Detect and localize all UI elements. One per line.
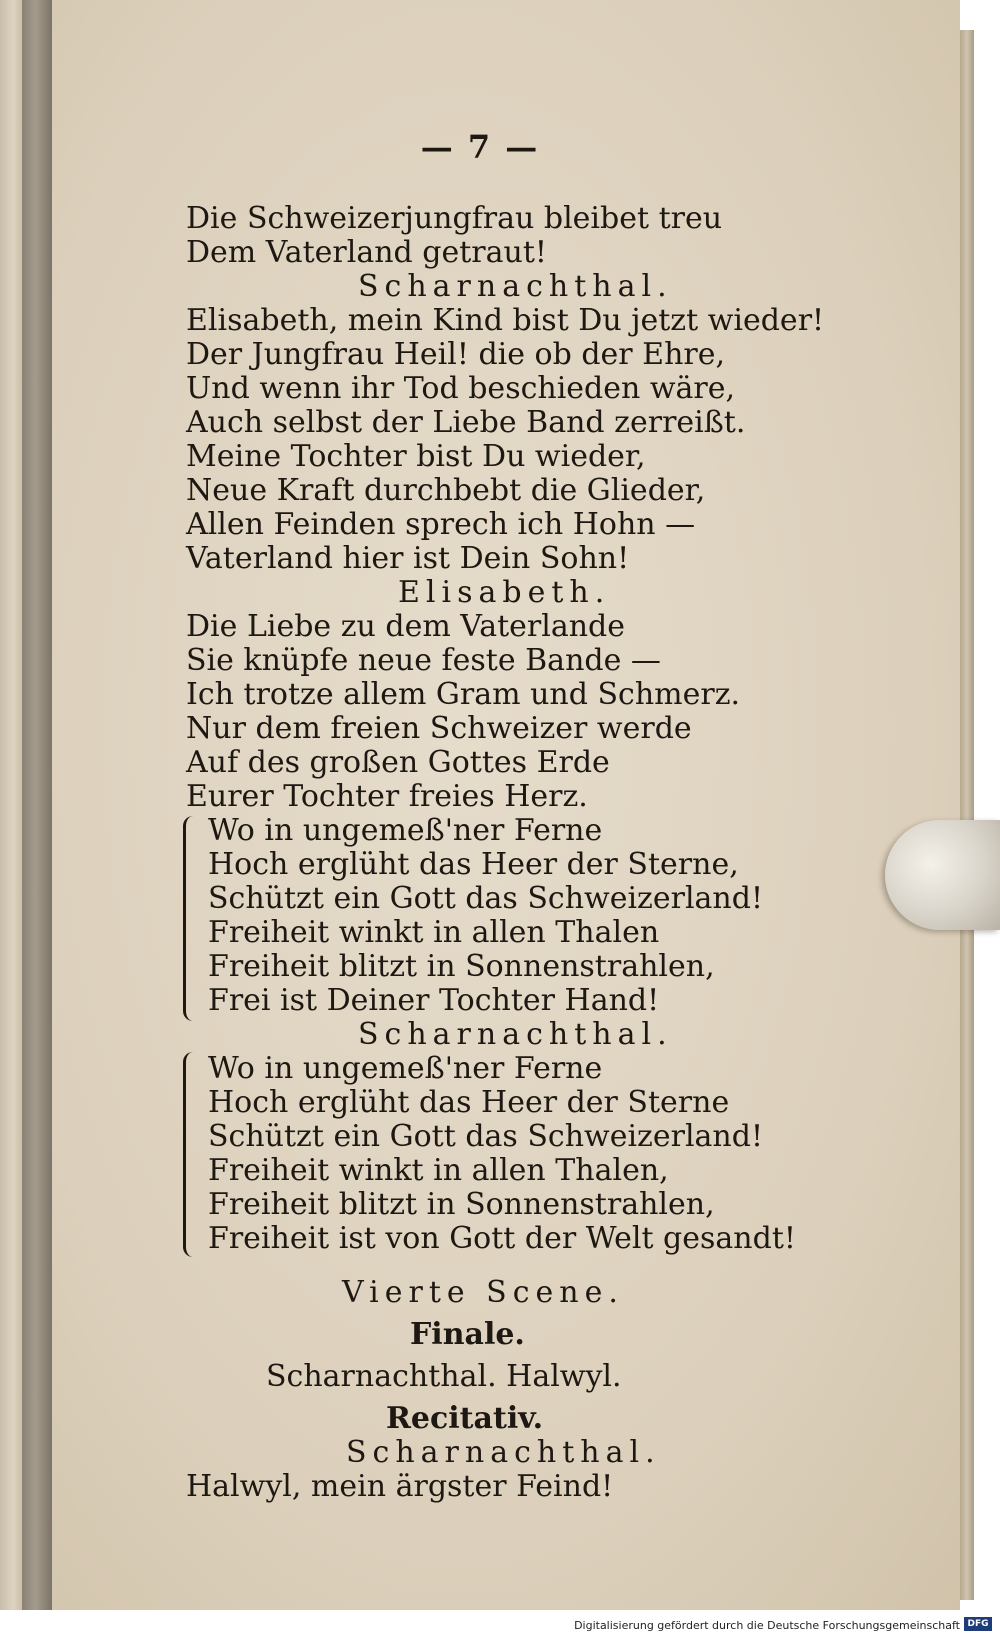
text-line: Meine Tochter bist Du wieder, xyxy=(186,439,646,474)
text-line: Freiheit winkt in allen Thalen xyxy=(208,915,660,950)
text-line: Die Schweizerjungfrau bleibet treu xyxy=(186,201,723,236)
text-line: Nur dem freien Schweizer werde xyxy=(186,711,692,746)
text-line: Wo in ungemeß'ner Ferne xyxy=(208,1051,603,1086)
text-line: Neue Kraft durchbebt die Glieder, xyxy=(186,473,706,508)
verse-bracket-1 xyxy=(183,816,198,1021)
text-line: Elisabeth, mein Kind bist Du jetzt wieder! xyxy=(186,303,825,338)
text-line: Schützt ein Gott das Schweizerland! xyxy=(208,881,764,916)
text-line: Freiheit winkt in allen Thalen, xyxy=(208,1153,669,1188)
text-line: Schützt ein Gott das Schweizerland! xyxy=(208,1119,764,1154)
text-line: Frei ist Deiner Tochter Hand! xyxy=(208,983,660,1018)
text-line: Sie knüpfe neue feste Bande — xyxy=(186,643,661,678)
text-line: Hoch erglüht das Heer der Sterne, xyxy=(208,847,739,882)
page-number: — 7 — xyxy=(420,128,540,166)
scene-heading: Vierte Scene. xyxy=(342,1275,624,1310)
recitativ-heading: Recitativ. xyxy=(386,1401,544,1436)
text-line: Auch selbst der Liebe Band zerreißt. xyxy=(186,405,746,440)
speaker-name: Elisabeth. xyxy=(398,575,611,610)
speaker-name: Scharnachthal. xyxy=(346,1435,661,1470)
text-line: Freiheit blitzt in Sonnenstrahlen, xyxy=(208,949,715,984)
text-line: Der Jungfrau Heil! die ob der Ehre, xyxy=(186,337,726,372)
speaker-name: Scharnachthal. xyxy=(358,269,673,304)
text-line: Vaterland hier ist Dein Sohn! xyxy=(186,541,630,576)
verse-bracket-2 xyxy=(183,1052,198,1257)
text-line: Halwyl, mein ärgster Feind! xyxy=(186,1469,614,1504)
text-line: Dem Vaterland getraut! xyxy=(186,235,547,270)
text-line: Wo in ungemeß'ner Ferne xyxy=(208,813,603,848)
text-line: Ich trotze allem Gram und Schmerz. xyxy=(186,677,741,712)
text-line: Freiheit blitzt in Sonnenstrahlen, xyxy=(208,1187,715,1222)
finale-heading: Finale. xyxy=(410,1317,525,1352)
facing-page-margin xyxy=(0,0,22,1610)
speaker-name: Scharnachthal. xyxy=(358,1017,673,1052)
text-line: Die Liebe zu dem Vaterlande xyxy=(186,609,626,644)
page-edge xyxy=(960,30,974,1600)
page-clip xyxy=(885,820,1000,930)
text-line: Allen Feinden sprech ich Hohn — xyxy=(186,507,696,542)
text-line: Freiheit ist von Gott der Welt gesandt! xyxy=(208,1221,796,1256)
digitization-credit: Digitalisierung gefördert durch die Deutsche Forschungsgemeinschaft xyxy=(574,1619,960,1632)
character-list: Scharnachthal. Halwyl. xyxy=(266,1359,622,1394)
text-line: Auf des großen Gottes Erde xyxy=(186,745,610,780)
text-line: Hoch erglüht das Heer der Sterne xyxy=(208,1085,730,1120)
text-line: Und wenn ihr Tod beschieden wäre, xyxy=(186,371,736,406)
text-line: Eurer Tochter freies Herz. xyxy=(186,779,588,814)
dfg-logo: DFG xyxy=(964,1617,992,1631)
book-gutter xyxy=(22,0,52,1610)
